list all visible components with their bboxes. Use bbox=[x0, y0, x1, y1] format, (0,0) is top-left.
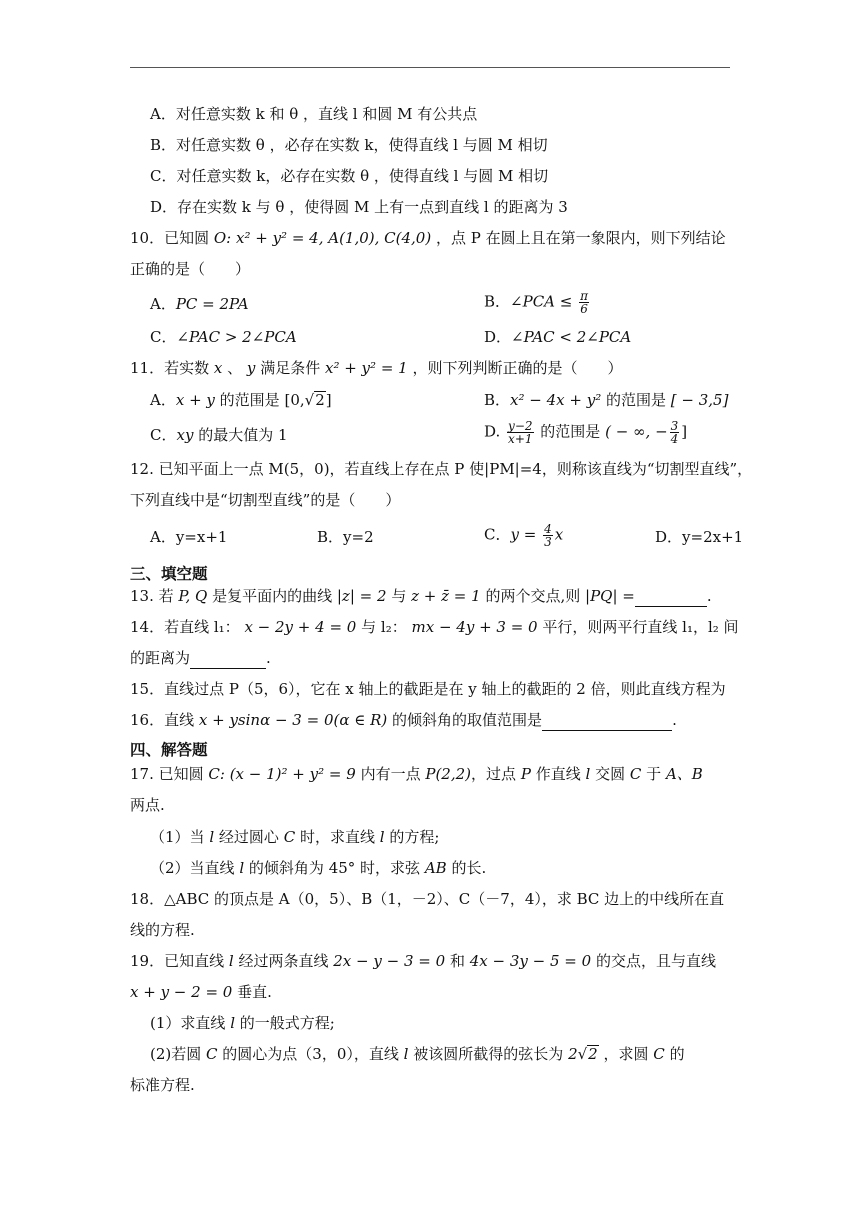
q11-y: y bbox=[246, 359, 256, 377]
q17-sub2 bbox=[150, 857, 486, 879]
q10-option-b bbox=[484, 290, 591, 315]
q17-p: P bbox=[520, 765, 531, 783]
q10-suffix: ，点 P 在圆上且在第一象限内，则下列结论 bbox=[436, 229, 726, 247]
q17-mid3: 作直线 bbox=[535, 765, 581, 783]
q18-line1: 18．△ABC 的顶点是 A（0，5）、B（1，－2）、C（－7，4），求 BC 边上的中线所在直 bbox=[130, 890, 725, 908]
q17-prefix: 17. 已知圆 bbox=[130, 765, 204, 783]
q12-c-fraction bbox=[543, 523, 553, 548]
q17-sub1-end: 的方程; bbox=[389, 828, 440, 846]
q12-c-frac-num: 4 bbox=[544, 522, 552, 536]
q19-sub2-mid3: ，求圆 bbox=[603, 1045, 649, 1063]
q13-ans: |PQ| = bbox=[585, 587, 635, 605]
q19-prefix: 19．已知直线 bbox=[130, 952, 225, 970]
q10-stem-math: O: x² + y² = 4, A(1,0), C(4,0) bbox=[213, 229, 432, 247]
q11-a-range-root: 2 bbox=[315, 391, 325, 409]
q11-b-label: B． bbox=[484, 391, 511, 409]
q17-c: C bbox=[629, 765, 642, 783]
q16-end: . bbox=[672, 711, 677, 729]
q13-mid3: 的两个交点,则 bbox=[485, 587, 581, 605]
q16 bbox=[130, 709, 677, 731]
q13-mid2: 与 bbox=[391, 587, 407, 605]
q10-b-fraction bbox=[579, 290, 589, 315]
q11-x: x bbox=[213, 359, 223, 377]
q17-mid2: ，过点 bbox=[471, 765, 517, 783]
q17-point: P(2,2) bbox=[425, 765, 472, 783]
q11-mid: 满足条件 bbox=[260, 359, 321, 377]
q9-option-c: C．对任意实数 k，必存在实数 θ ，使得直线 l 与圆 M 相切 bbox=[150, 167, 549, 185]
q11-option-c bbox=[150, 424, 288, 446]
q10-c-math: ∠PAC > 2∠PCA bbox=[176, 328, 297, 346]
header-rule bbox=[130, 67, 730, 68]
q13-prefix: 13. 若 bbox=[130, 587, 174, 605]
q13-pq: P, Q bbox=[178, 587, 208, 605]
q9-option-b: B．对任意实数 θ ，必存在实数 k，使得直线 l 与圆 M 相切 bbox=[150, 136, 548, 154]
q17-sub2-pre: （2）当直线 bbox=[150, 859, 235, 877]
q19-line2-end: 垂直. bbox=[237, 983, 272, 1001]
q14-l2: mx − 4y + 3 = 0 bbox=[411, 618, 538, 636]
q19-sub2-end: 的 bbox=[669, 1045, 685, 1063]
q11-option-a bbox=[150, 389, 332, 411]
q19-sub1-end: 的一般式方程; bbox=[239, 1014, 335, 1032]
q11-stem bbox=[130, 357, 623, 379]
q17-sub1-pre: （1）当 bbox=[150, 828, 205, 846]
q17-sub1-mid2: 时，求直线 bbox=[299, 828, 375, 846]
q14-mid: 与 l₂： bbox=[361, 618, 407, 636]
q17-sub1-l2: l bbox=[379, 828, 385, 846]
q17-mid: 内有一点 bbox=[360, 765, 421, 783]
q12-stem: 12. 已知平面上一点 M(5，0)，若直线上存在点 P 使|PM|=4，则称该直线为“切割型直线”， bbox=[130, 460, 753, 478]
q10-option-a bbox=[150, 293, 249, 315]
q19-sub1-pre: (1）求直线 bbox=[150, 1014, 226, 1032]
q11-a-text: 的范围是 bbox=[219, 391, 280, 409]
q11-b-text: 的范围是 bbox=[605, 391, 666, 409]
q12-option-b: B．y=2 bbox=[317, 528, 374, 546]
q11-c-label: C． bbox=[150, 426, 177, 444]
q19-line2-math: x + y − 2 = 0 bbox=[130, 983, 233, 1001]
q17-mid5: 于 bbox=[646, 765, 662, 783]
q17 bbox=[130, 763, 703, 785]
q12-c-frac-den: 3 bbox=[544, 535, 552, 549]
q17-sub1-mid: 经过圆心 bbox=[218, 828, 279, 846]
q10-b-frac-den: 6 bbox=[580, 302, 588, 316]
sqrt-sign: √ bbox=[577, 1045, 588, 1063]
q19-sub2-l: l bbox=[403, 1045, 409, 1063]
q17-sub1-c: C bbox=[283, 828, 296, 846]
q19-line2 bbox=[130, 981, 272, 1003]
q10-a-label: A． bbox=[150, 295, 176, 313]
q19-mid: 经过两条直线 bbox=[238, 952, 329, 970]
q19-sub2-line2: 标准方程. bbox=[130, 1076, 195, 1094]
q19-sub2-c2: C bbox=[653, 1045, 665, 1063]
q11-d-range-num: 3 bbox=[670, 419, 679, 433]
q19-sub2-val: 2 bbox=[568, 1045, 578, 1063]
q17-sub2-end: 的长. bbox=[451, 859, 487, 877]
q11-d-range-fraction bbox=[670, 420, 680, 445]
q10-stem bbox=[130, 227, 726, 249]
q12-c-var: x bbox=[554, 525, 564, 544]
q11-c-text: 的最大值为 1 bbox=[198, 426, 288, 444]
sqrt-sign: √ bbox=[304, 391, 315, 409]
q11-d-range-den: 4 bbox=[670, 432, 679, 446]
q12-option-a: A．y=x+1 bbox=[150, 528, 228, 546]
q17-mid4: 交圆 bbox=[595, 765, 626, 783]
q17-circle: C: (x − 1)² + y² = 9 bbox=[208, 765, 356, 783]
q10-a-math: PC = 2PA bbox=[175, 295, 249, 313]
q19-suffix: 的交点，且与直线 bbox=[595, 952, 716, 970]
q19-sub2-c: C bbox=[206, 1045, 218, 1063]
q10-d-label: D． bbox=[484, 328, 512, 346]
q11-option-d bbox=[484, 420, 687, 445]
q11-a-label: A． bbox=[150, 391, 176, 409]
q10-b-label: B． bbox=[484, 292, 511, 311]
q9-option-d: D．存在实数 k 与 θ ，使得圆 M 上有一点到直线 l 的距离为 3 bbox=[150, 198, 568, 216]
q17-sub2-mid: 的倾斜角为 45° 时，求弦 bbox=[248, 859, 421, 877]
q14-line2 bbox=[130, 647, 271, 669]
q17-ab: A、B bbox=[665, 765, 703, 783]
q11-b-math: x² − 4x + y² bbox=[510, 391, 602, 409]
q14-answer-blank[interactable] bbox=[190, 652, 266, 669]
q19-sub2-root: 2 bbox=[588, 1045, 598, 1063]
q19-sub2-mid: 的圆心为点（3，0），直线 bbox=[222, 1045, 399, 1063]
q17-sub1 bbox=[150, 826, 439, 848]
q12-option-d: D．y=2x+1 bbox=[655, 528, 744, 546]
q11-a-range-post: ] bbox=[325, 391, 332, 409]
q19-sub2 bbox=[150, 1043, 685, 1065]
q19 bbox=[130, 950, 716, 972]
q10-b-frac-num: π bbox=[580, 289, 589, 303]
q13-mid1: 是复平面内的曲线 bbox=[212, 587, 333, 605]
q11-a-math: x + y bbox=[175, 391, 215, 409]
q17-l: l bbox=[585, 765, 591, 783]
q19-sub2-mid2: 被该圆所截得的弦长为 bbox=[413, 1045, 564, 1063]
q10-d-math: ∠PAC < 2∠PCA bbox=[511, 328, 632, 346]
q11-option-b bbox=[484, 389, 728, 411]
q14-line2-text: 的距离为 bbox=[130, 649, 191, 667]
q11-d-fraction bbox=[507, 420, 533, 445]
q10-c-label: C． bbox=[150, 328, 177, 346]
q11-d-range-pre: ( − ∞, − bbox=[605, 422, 668, 441]
q18-line2: 线的方程. bbox=[130, 921, 195, 939]
q11-suffix: ，则下列判断正确的是（ ） bbox=[412, 359, 623, 377]
q11-d-text: 的范围是 bbox=[540, 422, 601, 441]
q12-option-c bbox=[484, 523, 563, 548]
q13 bbox=[130, 585, 712, 607]
q19-sub1 bbox=[150, 1012, 335, 1034]
q12-c-math: y = bbox=[510, 525, 537, 544]
q19-sub2-pre: (2)若圆 bbox=[150, 1045, 202, 1063]
q19-sub1-l: l bbox=[230, 1014, 235, 1032]
q12-stem-line2: 下列直线中是“切割型直线”的是（ ） bbox=[130, 491, 401, 509]
q11-math: x² + y² = 1 bbox=[324, 359, 408, 377]
q15: 15．直线过点 P（5，6），它在 x 轴上的截距是在 y 轴上的截距的 2 倍，则此直线方程为 bbox=[130, 680, 726, 698]
q10-option-c bbox=[150, 326, 297, 348]
q14-prefix: 14．若直线 l₁： bbox=[130, 618, 240, 636]
q10-option-d bbox=[484, 326, 631, 348]
q10-stem-line2: 正确的是（ ） bbox=[130, 260, 251, 278]
q16-prefix: 16．直线 bbox=[130, 711, 195, 729]
q19-eq1: 2x − y − 3 = 0 bbox=[333, 952, 446, 970]
q14-end: . bbox=[266, 649, 271, 667]
q19-l: l bbox=[228, 952, 234, 970]
section-fill-blank-title: 三、填空题 bbox=[130, 565, 208, 583]
q13-answer-blank[interactable] bbox=[635, 590, 707, 607]
q14 bbox=[130, 616, 739, 638]
q13-curve1: |z| = 2 bbox=[336, 587, 387, 605]
q11-sep: 、 bbox=[227, 359, 243, 377]
q17-sub2-ab: AB bbox=[424, 859, 447, 877]
q12-c-label: C． bbox=[484, 525, 511, 544]
q11-d-frac-num: y−2 bbox=[508, 419, 533, 433]
section-solution-title: 四、解答题 bbox=[130, 741, 208, 759]
q9-option-a: A．对任意实数 k 和 θ ，直线 l 和圆 M 有公共点 bbox=[150, 105, 478, 123]
q19-and: 和 bbox=[449, 952, 465, 970]
q16-suffix: 的倾斜角的取值范围是 bbox=[392, 711, 543, 729]
q16-math: x + ysinα − 3 = 0(α ∈ R) bbox=[198, 711, 388, 729]
q16-answer-blank[interactable] bbox=[542, 714, 672, 731]
q17-sub2-l: l bbox=[239, 859, 245, 877]
q17-sub1-l: l bbox=[209, 828, 215, 846]
q11-d-frac-den: x+1 bbox=[508, 432, 533, 446]
q19-eq2: 4x − 3y − 5 = 0 bbox=[469, 952, 592, 970]
q17-line2: 两点. bbox=[130, 796, 165, 814]
q11-c-math: xy bbox=[176, 426, 194, 444]
q13-end: . bbox=[706, 587, 712, 605]
q13-curve2: z + z̄ = 1 bbox=[411, 587, 481, 605]
q10-prefix: 10．已知圆 bbox=[130, 229, 210, 247]
q11-d-label: D. bbox=[484, 422, 501, 441]
q11-d-range-post: ] bbox=[681, 422, 688, 441]
q11-a-range-pre: [0, bbox=[284, 391, 305, 409]
q10-b-math: ∠PCA ≤ bbox=[510, 292, 573, 311]
q11-prefix: 11．若实数 bbox=[130, 359, 210, 377]
q14-suffix: 平行，则两平行直线 l₁，l₂ 间 bbox=[542, 618, 739, 636]
q14-l1: x − 2y + 4 = 0 bbox=[244, 618, 357, 636]
q11-b-range: [ − 3,5] bbox=[670, 391, 729, 409]
